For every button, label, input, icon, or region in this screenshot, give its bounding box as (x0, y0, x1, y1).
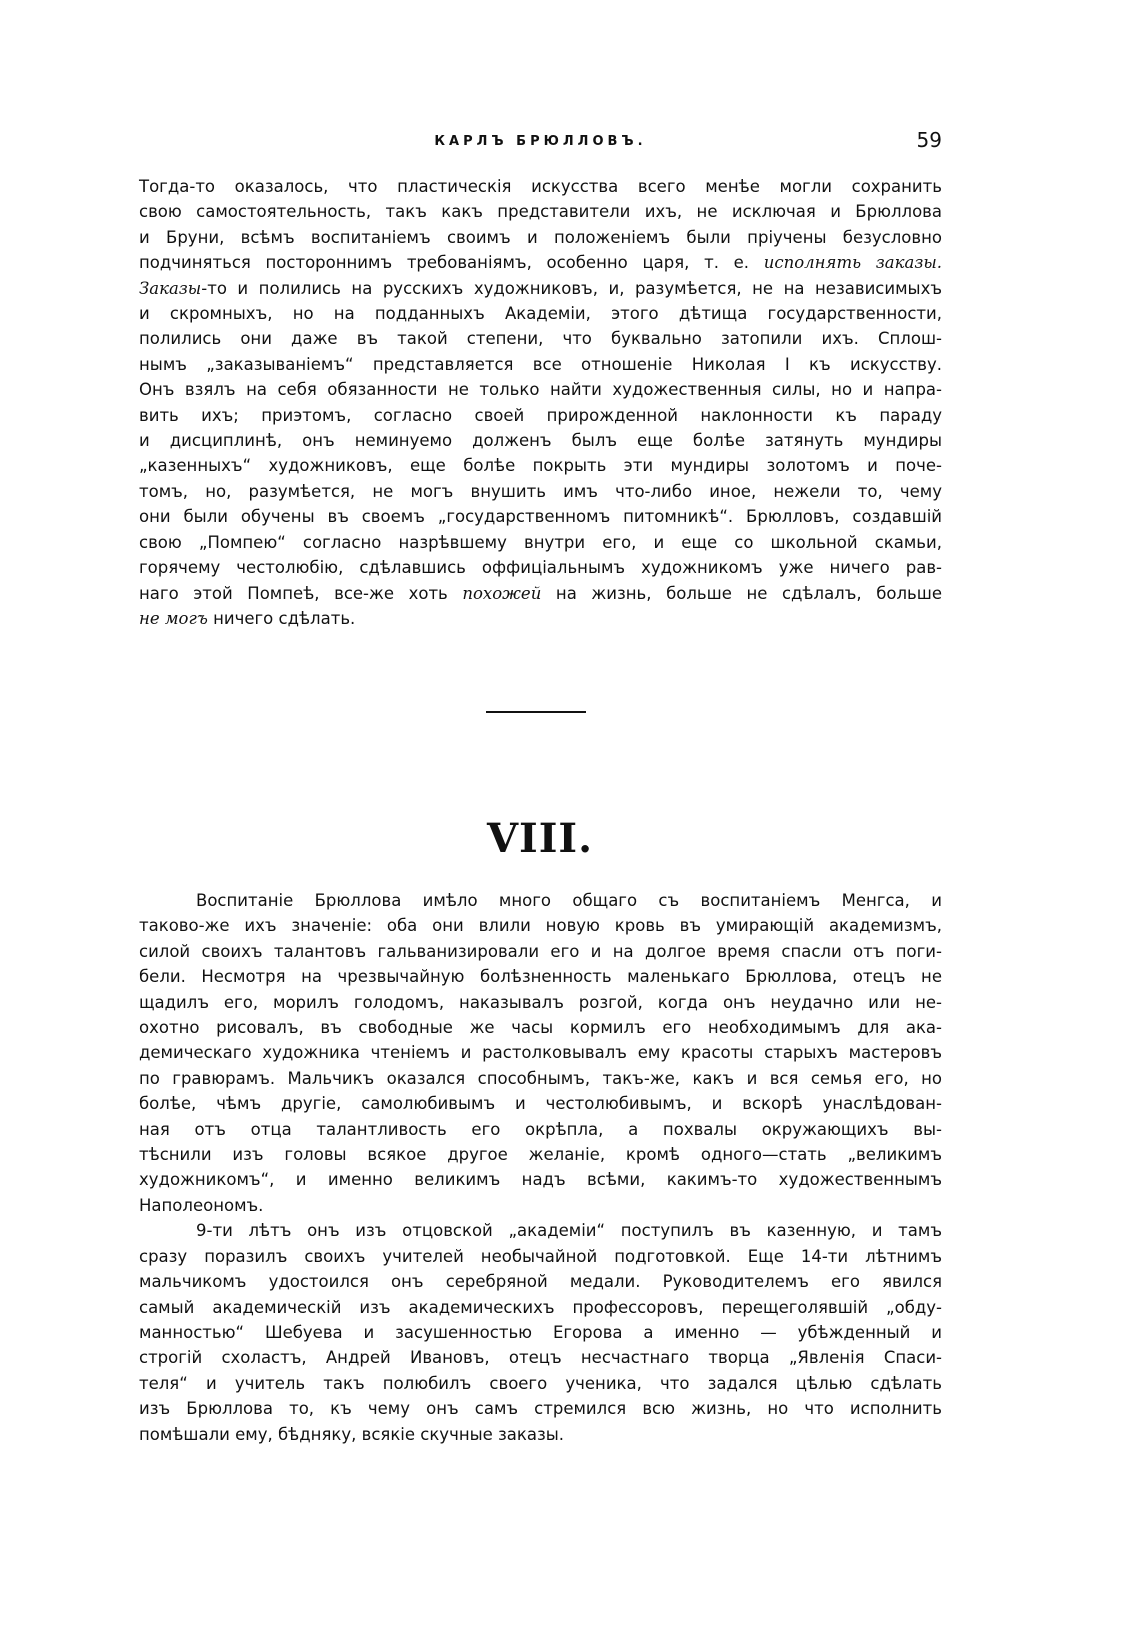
text-line: нымъ „заказываніемъ“ представляется все отношеніе Николая I къ искусству. (139, 354, 942, 374)
text-line: щадилъ его, морилъ голодомъ, наказывалъ розгой, когда онъ неудачно или не- (139, 992, 942, 1012)
text-line: теля“ и учитель такъ полюбилъ своего ученика, что задался цѣлью сдѣлать (139, 1373, 942, 1393)
text-line: Заказы-то и полились на русскихъ художниковъ, и, разумѣется, не на независимыхъ (139, 278, 942, 298)
text-line: полились они даже въ такой степени, что буквально затопили ихъ. Сплош- (139, 329, 942, 349)
text-line: горячему честолюбію, сдѣлавшись оффиціальнымъ художникомъ уже ничего рав- (139, 558, 942, 578)
section-1-text (139, 174, 942, 631)
text-line: 9-ти лѣтъ онъ изъ отцовской „академіи“ поступилъ въ казенную, и тамъ (196, 1221, 942, 1241)
text-line: Онъ взялъ на себя обязанности не только найти художественныя силы, но и напра- (139, 380, 942, 400)
text-line: они были обучены въ своемъ „государственномъ питомникѣ“. Брюлловъ, создавшій (139, 507, 942, 527)
text-line: и скромныхъ, но на подданныхъ Академіи, этого дѣтища государственности, (139, 304, 942, 324)
text-line: Наполеономъ. (139, 1195, 264, 1215)
text-line: изъ Брюллова то, къ чему онъ самъ стремился всю жизнь, но что исполнить (139, 1399, 942, 1419)
text-line: не могъ ничего сдѣлать. (139, 608, 356, 628)
section-2-text (139, 888, 942, 1447)
text-line: таково-же ихъ значеніе: оба они влили новую кровь въ умирающій академизмъ, (139, 916, 942, 936)
text-line: художникомъ“, и именно великимъ надъ всѣми, какимъ-то художественнымъ (139, 1170, 942, 1190)
text-line: строгій схоластъ, Андрей Ивановъ, отецъ несчастнаго творца „Явленія Спаси- (139, 1348, 942, 1368)
italic-emphasis: Заказы (139, 278, 202, 298)
text-line: свою самостоятельность, такъ какъ представители ихъ, не исключая и Брюллова (139, 202, 942, 222)
text-line: охотно рисовалъ, въ свободные же часы кормилъ его необходимымъ для ака- (139, 1018, 942, 1038)
text-line: наго этой Помпеѣ, все-же хоть похожей на жизнь, больше не сдѣлалъ, больше (139, 583, 942, 603)
italic-emphasis: не могъ (139, 608, 208, 628)
text-line: бели. Несмотря на чрезвычайную болѣзненность маленькаго Брюллова, отецъ не (139, 967, 942, 987)
text-line: самый академическій изъ академическихъ профессоровъ, перещеголявшій „обду- (139, 1297, 942, 1317)
text-line: томъ, но, разумѣется, не могъ внушить имъ что-либо иное, нежели то, чему (139, 481, 942, 501)
text-line: сразу поразилъ своихъ учителей необычайной подготовкой. Еще 14-ти лѣтнимъ (139, 1246, 942, 1266)
text-line: ная отъ отца талантливость его окрѣпла, а похвалы окружающихъ вы- (139, 1119, 942, 1139)
text-line: Тогда-то оказалось, что пластическія искусства всего менѣе могли сохранить (139, 177, 942, 196)
chapter-number: VIII. (486, 815, 594, 862)
text-line: мальчикомъ удостоился онъ серебряной медали. Руководителемъ его явился (139, 1272, 942, 1292)
running-title: КАРЛЪ БРЮЛЛОВЪ. (434, 134, 647, 149)
running-head (139, 130, 942, 158)
italic-emphasis: похожей (462, 583, 542, 603)
text-line: вить ихъ; приэтомъ, согласно своей прирожденной наклонности къ параду (139, 405, 942, 425)
text-line: свою „Помпею“ согласно назрѣвшему внутри его, и еще со школьной скамьи, (139, 532, 942, 552)
text-line: и дисциплинѣ, онъ неминуемо долженъ былъ еще болѣе затянуть мундиры (139, 431, 942, 451)
page-number: 59 (916, 128, 942, 152)
text-line: по гравюрамъ. Мальчикъ оказался способнымъ, такъ-же, какъ и вся семья его, но (139, 1068, 942, 1088)
text-line: помѣшали ему, бѣдняку, всякіе скучные заказы. (139, 1424, 565, 1444)
text-line: силой своихъ талантовъ гальванизировали его и на долгое время спасли отъ поги- (139, 941, 942, 961)
italic-emphasis: исполнять заказы. (763, 253, 943, 273)
text-line: болѣе, чѣмъ другіе, самолюбивымъ и честолюбивымъ, и вскорѣ унаслѣдован- (139, 1094, 942, 1114)
text-line: тѣснили изъ головы всякое другое желаніе, кромѣ одного—стать „великимъ (139, 1145, 942, 1165)
section-separator-rule (486, 711, 586, 713)
text-line: манностью“ Шебуева и засушенностью Егорова а именно — убѣжденный и (139, 1322, 942, 1342)
text-line: Воспитаніе Брюллова имѣло много общаго съ воспитаніемъ Менгса, и (196, 891, 942, 910)
text-line: демическаго художника чтеніемъ и растолковывалъ ему красоты старыхъ мастеровъ (139, 1043, 942, 1063)
text-line: подчиняться постороннимъ требованіямъ, особенно царя, т. е. исполнять заказы. (139, 253, 943, 273)
text-line: и Бруни, всѣмъ воспитаніемъ своимъ и положеніемъ были пріучены безусловно (139, 227, 942, 247)
text-line: „казенныхъ“ художниковъ, еще болѣе покрыть эти мундиры золотомъ и поче- (139, 456, 942, 476)
